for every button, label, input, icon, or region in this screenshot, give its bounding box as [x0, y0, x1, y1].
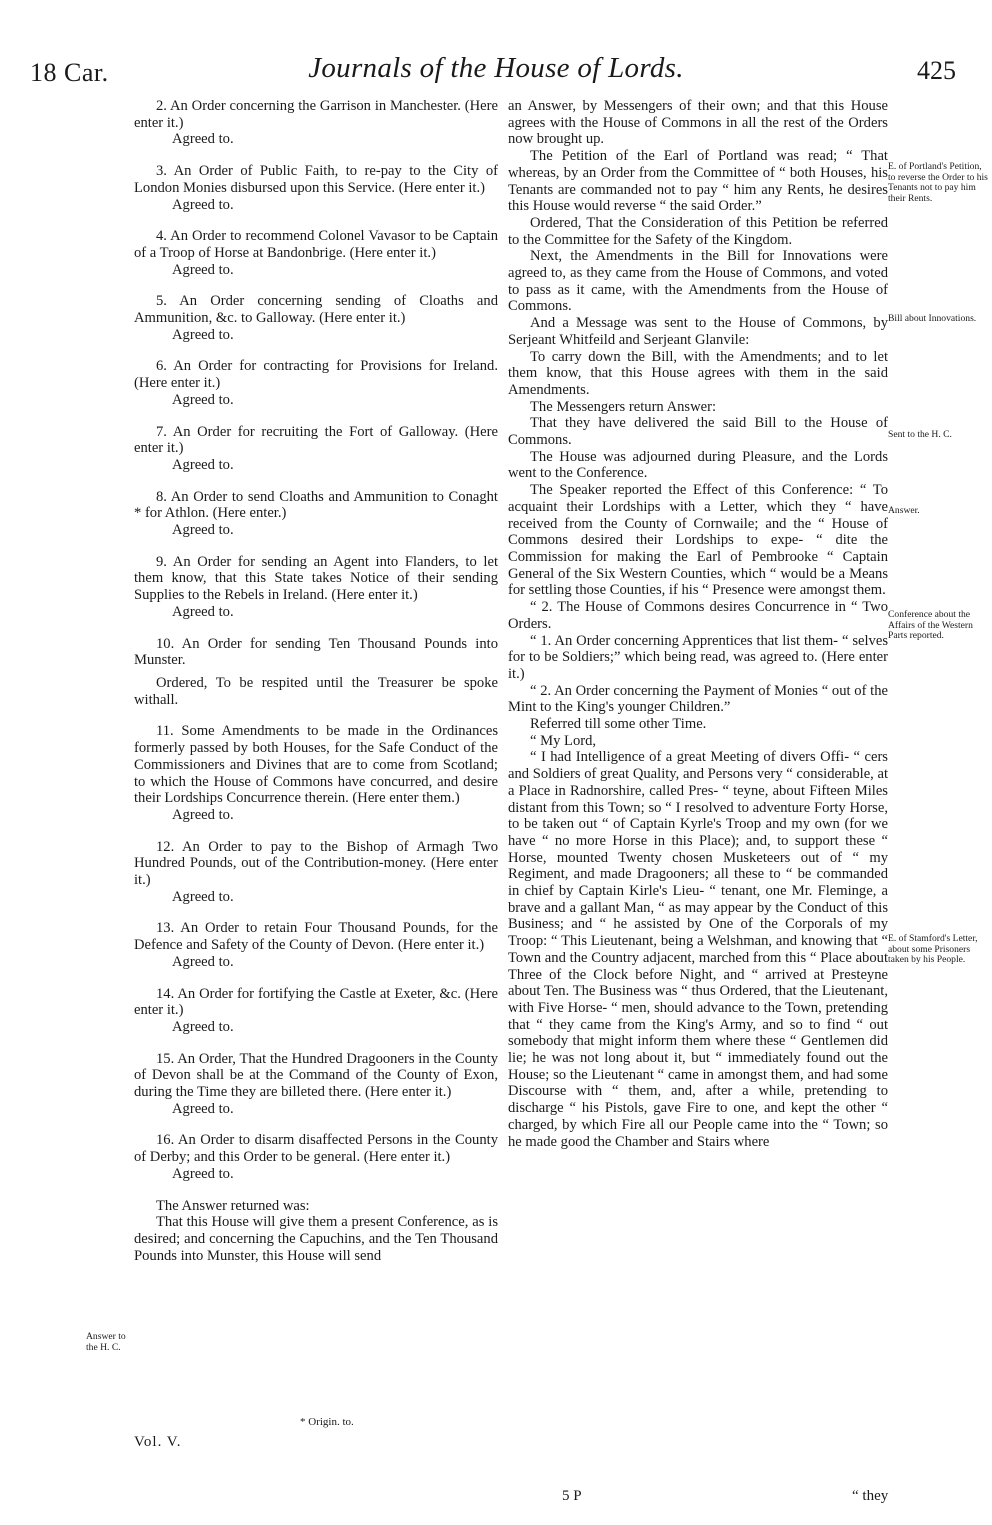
- order-agreed: Agreed to.: [172, 1165, 234, 1182]
- order-text: 6. An Order for contracting for Provisions for Ireland. (Here enter it.): [134, 358, 498, 392]
- paragraph: The Speaker reported the Effect of this Conference: “ To acquaint their Lordships with a Letter, which they “ have received from the County of Cornwaile; and the “ House of Commons desired their Lordships to expe- “ dite the Commission for making the Earl of Pembrooke “ Captain General of the Six Western Counties, which “ would be a Means for settling those Counties, if his “ Presence were amongst them.: [508, 482, 888, 599]
- paragraph: To carry down the Bill, with the Amendments; and to let them know, that this House agrees with them in the said Amendments.: [508, 348, 888, 398]
- order-text: 16. An Order to disarm disaffected Persons in the County of Derby; and this Order to be general. (Here enter it.): [134, 1132, 498, 1166]
- order-text: 12. An Order to pay to the Bishop of Armagh Two Hundred Pounds, out of the Contribution-money. (Here enter it.): [134, 838, 498, 889]
- regnal-year: 18 Car.: [30, 58, 109, 87]
- margin-note-answer: Answer.: [888, 505, 920, 516]
- order-text: 15. An Order, That the Hundred Dragooners in the County of Devon shall be at the Command of the County of Exon, during the Time they are billeted there. (Here enter it.): [134, 1050, 498, 1101]
- order-agreed: Agreed to.: [172, 888, 234, 905]
- order-agreed: Agreed to.: [172, 196, 234, 213]
- signature-mark: 5 P: [562, 1488, 582, 1504]
- answer-block: [134, 1198, 498, 1265]
- order-agreed: Agreed to.: [172, 391, 234, 408]
- order-agreed: Agreed to.: [172, 1018, 234, 1035]
- letter-salutation: “ My Lord,: [530, 732, 597, 749]
- answer-intro: The Answer returned was:: [156, 1197, 310, 1214]
- margin-note-answer-left: Answer to the H. C.: [86, 1331, 126, 1353]
- order-agreed: Agreed to.: [172, 326, 234, 343]
- order-text: 8. An Order to send Cloaths and Ammunition to Conaght * for Athlon. (Here enter.): [134, 488, 498, 522]
- order-agreed: Agreed to.: [172, 131, 234, 148]
- order-entry: [134, 98, 498, 148]
- order-entry: [134, 358, 498, 408]
- order-text: 11. Some Amendments to be made in the Ordinances formerly passed by both Houses, for the Safe Conduct of the Commissioners and Divines that are to come from Scotland; to which the House of Commons have concurred, and desire their Lordships Concurrence therein. (Here enter them.): [134, 723, 498, 807]
- order-entry: [134, 675, 498, 708]
- order-entry: [134, 839, 498, 906]
- order-text: 13. An Order to retain Four Thousand Pounds, for the Defence and Safety of the County of Devon. (Here enter it.): [134, 920, 498, 954]
- order-text: 7. An Order for recruiting the Fort of Galloway. (Here enter it.): [134, 423, 498, 457]
- order-entry: [134, 293, 498, 343]
- order-entry: [134, 986, 498, 1036]
- catchword: “ they: [852, 1488, 889, 1504]
- margin-note-sent: Sent to the H. C.: [888, 429, 952, 440]
- paragraph: The Messengers return Answer:: [530, 398, 717, 415]
- order-entry: [134, 636, 498, 669]
- running-title: Journals of the House of Lords.: [308, 52, 684, 84]
- paragraph: Ordered, That the Consideration of this Petition be referred to the Committee for the Safety of the Kingdom.: [508, 214, 888, 248]
- order-agreed: Agreed to.: [172, 1100, 234, 1117]
- page-header: [0, 50, 992, 94]
- left-column: [134, 92, 498, 1264]
- paragraph: And a Message was sent to the House of Commons, by Serjeant Whitfeild and Serjeant Glanvile:: [508, 315, 888, 348]
- order-agreed: Agreed to.: [172, 953, 234, 970]
- order-agreed: Agreed to.: [172, 261, 234, 278]
- order-text: 10. An Order for sending Ten Thousand Pounds into Munster.: [134, 635, 498, 669]
- order-text: 3. An Order of Public Faith, to re-pay to the City of London Monies disbursed upon this Service. (Here enter it.): [134, 163, 498, 196]
- order-entry: [134, 489, 498, 539]
- paragraph: The Petition of the Earl of Portland was read; “ That whereas, by an Order from the Committee of “ both Houses, his Tenants are commanded not to pay “ him any Rents, he desires this House would reverse “ the said Order.”: [508, 148, 888, 215]
- paragraph: “ 2. An Order concerning the Payment of Monies “ out of the Mint to the King's younger Children.”: [508, 682, 888, 716]
- order-entry: [134, 920, 498, 970]
- paragraph: That they have delivered the said Bill to the House of Commons.: [508, 415, 888, 449]
- paragraph: “ 1. An Order concerning Apprentices that list them- “ selves for to be Soldiers;” which being read, was agreed to. (Here enter it.): [508, 632, 888, 682]
- paragraph: Referred till some other Time.: [530, 716, 707, 733]
- order-agreed: Agreed to.: [172, 603, 234, 620]
- order-entry: [134, 554, 498, 621]
- paragraph: an Answer, by Messengers of their own; and that this House agrees with the House of Commons in all the rest of the Orders now brought up.: [508, 98, 888, 148]
- order-text: 14. An Order for fortifying the Castle at Exeter, &c. (Here enter it.): [134, 985, 498, 1019]
- footnote: * Origin. to.: [300, 1416, 354, 1428]
- order-agreed: Agreed to.: [172, 456, 234, 473]
- order-text: 4. An Order to recommend Colonel Vavasor to be Captain of a Troop of Horse at Bandonbrige. (Here enter it.): [134, 228, 498, 261]
- right-column: [508, 92, 888, 1150]
- margin-note-portland: E. of Portland's Petition, to reverse the Order to his Tenants not to pay him their Rents.: [888, 161, 988, 204]
- letter-body: “ I had Intelligence of a great Meeting of divers Offi- “ cers and Soldiers of great Quality, and Persons very “ considerable, at a Place in Radnorshire, called Pres- “ teyne, about Fifteen Miles distant from this Town; so “ I resolved to adventure Forty Horse, to be taken out “ of Captain Kyrle's Troop and my own (for we have “ no more Horse in this Place); and, to support these “ Horse, mounted Twenty chosen Musketeers out of “ my Regiment, and made Dragooners; all these to “ be commanded in chief by Captain Kirle's Lieu- “ tenant, one Mr. Fleminge, a brave and a gallant Man, “ as may appear by the Conduct of this Business; and “ he assisted by One of the Corporals of my Troop: “ This Lieutenant, being a Welshman, and knowing that “ Town and the Country adjacent, marched from this “ Place about Three of the Clock before Night, and “ arrived at Presteyne about Ten. The Business was “ thus Ordered, that the Lieutenant, with Five Horse- “ men, should advance to the Town, pretending that “ they came from the King's Army, and so to find “ out somebody that might inform them where these “ Gentlemen did lie; he was not long about it, but “ immediately found out the House; so the Lieutenant “ came in amongst them, and had some Discourse with “ them, and, after a while, pretending to discharge “ his Pistols, gave Fire to one, and kept the other “ charged, by which Fire all our People came into the “ Town; so he made good the Chamber and Stairs where: [508, 749, 889, 1150]
- order-text: 9. An Order for sending an Agent into Flanders, to let them know, that this State takes Notice of their sending Supplies to the Rebels in Ireland. (Here enter it.): [134, 553, 498, 604]
- order-text: 2. An Order concerning the Garrison in Manchester. (Here enter it.): [134, 98, 498, 131]
- order-entry: [134, 228, 498, 278]
- margin-note-conference: Conference about the Affairs of the Western Parts reported.: [888, 609, 973, 642]
- margin-note-stamford: E. of Stamford's Letter, about some Prisoners taken by his People.: [888, 933, 978, 966]
- order-entry: [134, 424, 498, 474]
- order-entry: [134, 1051, 498, 1118]
- order-agreed: Agreed to.: [172, 806, 234, 823]
- volume-label: Vol. V.: [134, 1434, 182, 1450]
- order-entry: [134, 1132, 498, 1182]
- answer-text: That this House will give them a present Conference, as is desired; and concerning the Capuchins, and the Ten Thousand Pounds into Munster, this House will send: [134, 1214, 498, 1264]
- page-number: 425: [917, 56, 956, 85]
- margin-note-innovations: Bill about Innovations.: [888, 313, 977, 324]
- paragraph: The House was adjourned during Pleasure, and the Lords went to the Conference.: [508, 448, 888, 482]
- order-text: 5. An Order concerning sending of Cloaths and Ammunition, &c. to Galloway. (Here enter it.): [134, 293, 498, 327]
- order-entry: [134, 723, 498, 823]
- order-entry: [134, 163, 498, 213]
- paragraph: “ 2. The House of Commons desires Concurrence in “ Two Orders.: [508, 599, 888, 632]
- order-agreed: Agreed to.: [172, 522, 234, 539]
- order-text: Ordered, To be respited until the Treasurer be spoke withall.: [134, 674, 498, 708]
- paragraph: Next, the Amendments in the Bill for Innovations were agreed to, as they came from the House of Commons, and voted to pass as it came, with the Amendments from the House of Commons.: [508, 248, 888, 315]
